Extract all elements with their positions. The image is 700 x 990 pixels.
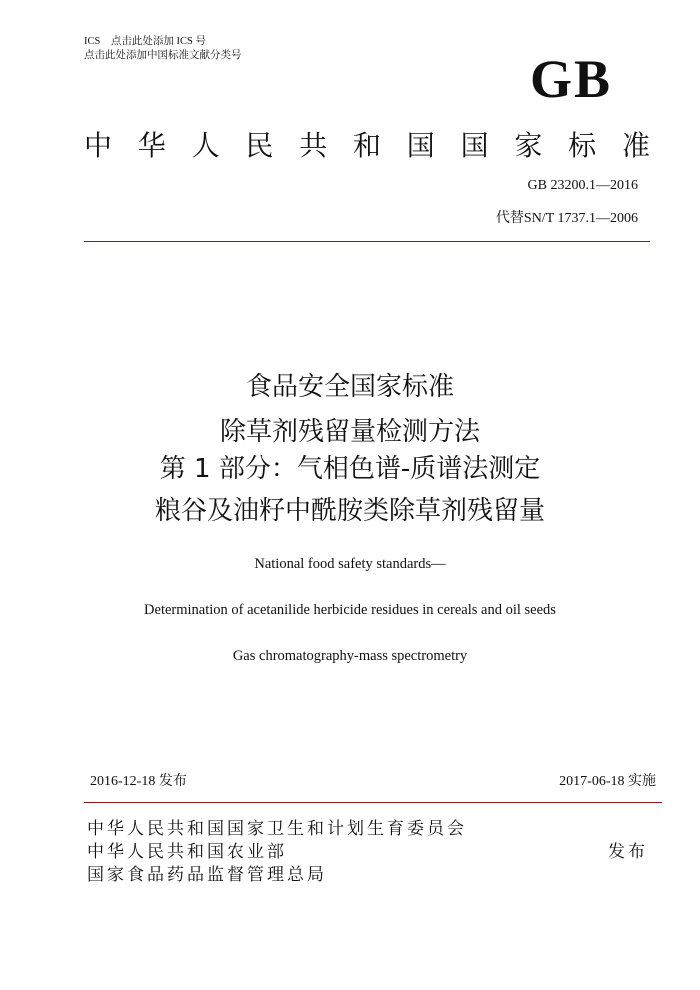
title-cn-line3: 第 1 部分：气相色谱-质谱法测定: [159, 454, 541, 484]
issuer-line: 国家食品药品监督管理总局: [87, 865, 327, 885]
national-char: 国: [460, 129, 489, 162]
title-cn-line2: 除草剂残留量检测方法: [219, 417, 480, 447]
issue-label: 发布: [608, 842, 648, 862]
issuer-line: 中华人民共和国农业部: [87, 842, 287, 862]
national-char: 中: [84, 129, 113, 162]
effective-date: 2017-06-18 实施: [559, 774, 656, 789]
title-en-line3: Gas chromatography-mass spectrometry: [232, 648, 468, 664]
title-en-line2: Determination of acetanilide herbicide residues in cereals and oil seeds: [144, 602, 556, 618]
publish-date: 2016-12-18 发布: [90, 774, 187, 789]
national-char: 家: [514, 129, 543, 162]
title-cn-line4: 粮谷及油籽中酰胺类除草剂残留量: [154, 496, 545, 526]
issuer-line: 中华人民共和国国家卫生和计划生育委员会: [87, 819, 467, 839]
ics-block: [84, 35, 242, 63]
title-en-line1: National food safety standards—: [254, 556, 446, 572]
national-char: 共: [299, 129, 328, 162]
national-char: 标: [568, 129, 597, 162]
bottom-divider: [84, 802, 662, 803]
national-char: 华: [137, 129, 166, 162]
replaces-number: 代替SN/T 1737.1—2006: [495, 211, 638, 226]
national-char: 人: [191, 129, 220, 162]
national-standard-title: [84, 128, 650, 164]
national-char: 国: [406, 129, 435, 162]
gb-logo: GB: [529, 49, 612, 109]
issuers-block: [87, 818, 467, 887]
national-char: 和: [352, 129, 381, 162]
title-cn-line1: 食品安全国家标准: [245, 372, 454, 402]
ics-line: ICS 点击此处添加 ICS 号: [84, 36, 206, 47]
national-char: 民: [245, 129, 274, 162]
top-divider: [84, 241, 650, 242]
classification-line: 点击此处添加中国标准文献分类号: [84, 50, 242, 61]
national-char: 准: [621, 129, 650, 162]
standard-number: GB 23200.1—2016: [527, 178, 638, 193]
